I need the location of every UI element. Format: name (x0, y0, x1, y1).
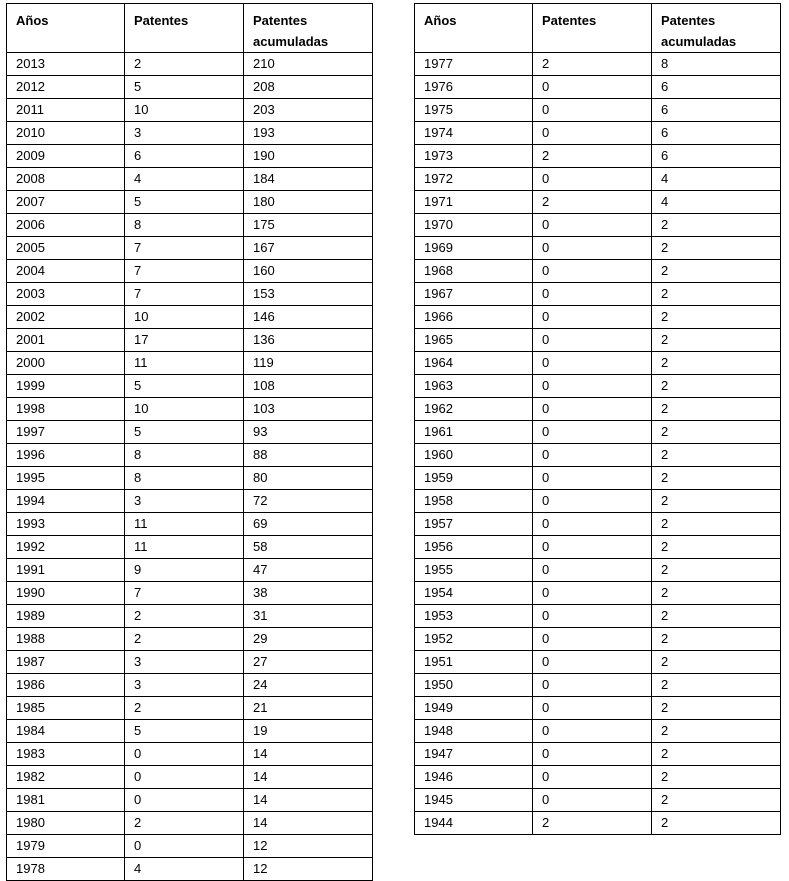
cumulative-cell: 2 (652, 559, 781, 582)
cumulative-cell: 93 (244, 421, 373, 444)
cumulative-cell: 12 (244, 835, 373, 858)
patents-cell: 0 (533, 467, 652, 490)
year-cell: 1983 (7, 743, 125, 766)
patents-cell: 0 (533, 122, 652, 145)
table-row (7, 237, 373, 260)
cumulative-cell: 14 (244, 766, 373, 789)
year-cell: 1986 (7, 674, 125, 697)
cumulative-cell: 2 (652, 651, 781, 674)
table-row (7, 536, 373, 559)
cumulative-cell: 6 (652, 99, 781, 122)
year-cell: 2005 (7, 237, 125, 260)
cumulative-cell: 180 (244, 191, 373, 214)
cumulative-cell: 2 (652, 582, 781, 605)
cumulative-cell: 2 (652, 490, 781, 513)
header-year: Años (7, 4, 125, 53)
year-cell: 1975 (415, 99, 533, 122)
cumulative-cell: 2 (652, 306, 781, 329)
table-row (415, 260, 781, 283)
table-row (7, 674, 373, 697)
patents-cell: 4 (125, 858, 244, 881)
year-cell: 1969 (415, 237, 533, 260)
table-row (415, 536, 781, 559)
year-cell: 2011 (7, 99, 125, 122)
table-row (7, 743, 373, 766)
year-cell: 1976 (415, 76, 533, 99)
patents-cell: 0 (533, 214, 652, 237)
year-cell: 1979 (7, 835, 125, 858)
patents-cell: 10 (125, 398, 244, 421)
year-cell: 1965 (415, 329, 533, 352)
cumulative-cell: 2 (652, 513, 781, 536)
year-cell: 1956 (415, 536, 533, 559)
patents-cell: 8 (125, 444, 244, 467)
patents-cell: 11 (125, 536, 244, 559)
cumulative-cell: 88 (244, 444, 373, 467)
year-cell: 1991 (7, 559, 125, 582)
patents-cell: 3 (125, 490, 244, 513)
table-row (415, 306, 781, 329)
table-row (7, 329, 373, 352)
patents-cell: 0 (533, 559, 652, 582)
table-row (7, 421, 373, 444)
cumulative-cell: 31 (244, 605, 373, 628)
year-cell: 2008 (7, 168, 125, 191)
patents-cell: 2 (533, 812, 652, 835)
cumulative-cell: 27 (244, 651, 373, 674)
patents-cell: 10 (125, 99, 244, 122)
cumulative-cell: 108 (244, 375, 373, 398)
table-row (415, 651, 781, 674)
table-row (7, 651, 373, 674)
year-cell: 1962 (415, 398, 533, 421)
year-cell: 1992 (7, 536, 125, 559)
cumulative-cell: 38 (244, 582, 373, 605)
table-body-left (7, 53, 373, 881)
table-row (415, 168, 781, 191)
table-row (7, 720, 373, 743)
table-row (7, 812, 373, 835)
patents-cell: 2 (125, 53, 244, 76)
table-row (7, 766, 373, 789)
patents-cell: 0 (125, 743, 244, 766)
cumulative-cell: 2 (652, 743, 781, 766)
patents-cell: 7 (125, 237, 244, 260)
patents-cell: 5 (125, 375, 244, 398)
header-patents: Patentes (533, 4, 652, 53)
year-cell: 1947 (415, 743, 533, 766)
year-cell: 1998 (7, 398, 125, 421)
table-row (415, 605, 781, 628)
patents-cell: 0 (533, 352, 652, 375)
cumulative-cell: 2 (652, 237, 781, 260)
table-row (7, 789, 373, 812)
year-cell: 1972 (415, 168, 533, 191)
cumulative-cell: 2 (652, 789, 781, 812)
patents-cell: 0 (533, 76, 652, 99)
patents-cell: 0 (533, 168, 652, 191)
patents-cell: 7 (125, 283, 244, 306)
cumulative-cell: 2 (652, 444, 781, 467)
table-row (415, 398, 781, 421)
header-cumulative: Patentes acumuladas (244, 4, 373, 53)
cumulative-cell: 19 (244, 720, 373, 743)
year-cell: 1954 (415, 582, 533, 605)
cumulative-cell: 72 (244, 490, 373, 513)
patents-cell: 0 (125, 835, 244, 858)
table-row (415, 513, 781, 536)
patents-cell: 7 (125, 260, 244, 283)
table-row (7, 306, 373, 329)
patents-cell: 2 (125, 605, 244, 628)
patents-cell: 0 (533, 306, 652, 329)
patents-cell: 5 (125, 720, 244, 743)
cumulative-cell: 6 (652, 76, 781, 99)
patents-cell: 0 (533, 582, 652, 605)
year-cell: 1993 (7, 513, 125, 536)
table-row (415, 720, 781, 743)
year-cell: 2006 (7, 214, 125, 237)
year-cell: 2007 (7, 191, 125, 214)
table-row (7, 99, 373, 122)
patents-cell: 11 (125, 513, 244, 536)
table-row (415, 53, 781, 76)
patents-cell: 9 (125, 559, 244, 582)
cumulative-cell: 47 (244, 559, 373, 582)
patents-cell: 0 (533, 674, 652, 697)
cumulative-cell: 153 (244, 283, 373, 306)
table-row (7, 398, 373, 421)
table-row (415, 766, 781, 789)
year-cell: 1960 (415, 444, 533, 467)
table-row (415, 743, 781, 766)
patents-cell: 0 (533, 766, 652, 789)
patents-cell: 0 (533, 628, 652, 651)
cumulative-cell: 2 (652, 720, 781, 743)
table-row (415, 352, 781, 375)
table-row (7, 605, 373, 628)
year-cell: 1946 (415, 766, 533, 789)
year-cell: 2012 (7, 76, 125, 99)
patents-table-left (6, 3, 373, 881)
patents-cell: 3 (125, 651, 244, 674)
patents-table-right (414, 3, 781, 835)
cumulative-cell: 4 (652, 191, 781, 214)
table-row (415, 789, 781, 812)
year-cell: 1963 (415, 375, 533, 398)
year-cell: 2010 (7, 122, 125, 145)
year-cell: 1982 (7, 766, 125, 789)
year-cell: 1977 (415, 53, 533, 76)
year-cell: 1985 (7, 697, 125, 720)
year-cell: 1973 (415, 145, 533, 168)
year-cell: 2009 (7, 145, 125, 168)
table-row (415, 559, 781, 582)
table-row (7, 76, 373, 99)
cumulative-cell: 2 (652, 283, 781, 306)
table-row (415, 490, 781, 513)
header-row (415, 4, 781, 53)
year-cell: 1978 (7, 858, 125, 881)
cumulative-cell: 208 (244, 76, 373, 99)
year-cell: 1994 (7, 490, 125, 513)
cumulative-cell: 2 (652, 329, 781, 352)
cumulative-cell: 14 (244, 789, 373, 812)
patents-cell: 0 (533, 513, 652, 536)
year-cell: 1948 (415, 720, 533, 743)
cumulative-cell: 12 (244, 858, 373, 881)
table-row (415, 237, 781, 260)
patents-cell: 8 (125, 214, 244, 237)
table-row (7, 559, 373, 582)
table-row (415, 674, 781, 697)
year-cell: 1968 (415, 260, 533, 283)
patents-cell: 0 (533, 283, 652, 306)
header-year: Años (415, 4, 533, 53)
cumulative-cell: 29 (244, 628, 373, 651)
table-row (415, 467, 781, 490)
year-cell: 1988 (7, 628, 125, 651)
cumulative-cell: 119 (244, 352, 373, 375)
cumulative-cell: 21 (244, 697, 373, 720)
cumulative-cell: 160 (244, 260, 373, 283)
year-cell: 2004 (7, 260, 125, 283)
patents-cell: 5 (125, 191, 244, 214)
year-cell: 1996 (7, 444, 125, 467)
cumulative-cell: 2 (652, 674, 781, 697)
cumulative-cell: 80 (244, 467, 373, 490)
cumulative-cell: 24 (244, 674, 373, 697)
year-cell: 1957 (415, 513, 533, 536)
cumulative-cell: 2 (652, 628, 781, 651)
year-cell: 1989 (7, 605, 125, 628)
cumulative-cell: 2 (652, 812, 781, 835)
cumulative-cell: 190 (244, 145, 373, 168)
header-row (7, 4, 373, 53)
table-row (415, 191, 781, 214)
year-cell: 1952 (415, 628, 533, 651)
patents-cell: 0 (533, 743, 652, 766)
patents-cell: 2 (125, 812, 244, 835)
cumulative-cell: 4 (652, 168, 781, 191)
table-row (415, 421, 781, 444)
patents-cell: 5 (125, 421, 244, 444)
cumulative-cell: 203 (244, 99, 373, 122)
table-row (7, 467, 373, 490)
table-row (7, 191, 373, 214)
cumulative-cell: 2 (652, 467, 781, 490)
table-row (7, 145, 373, 168)
year-cell: 1980 (7, 812, 125, 835)
cumulative-cell: 2 (652, 605, 781, 628)
table-row (415, 122, 781, 145)
cumulative-cell: 184 (244, 168, 373, 191)
cumulative-cell: 2 (652, 766, 781, 789)
patents-cell: 4 (125, 168, 244, 191)
patents-cell: 0 (533, 651, 652, 674)
table-row (7, 122, 373, 145)
patents-cell: 0 (533, 444, 652, 467)
table-row (7, 214, 373, 237)
year-cell: 1990 (7, 582, 125, 605)
patents-cell: 0 (533, 421, 652, 444)
year-cell: 1987 (7, 651, 125, 674)
cumulative-cell: 175 (244, 214, 373, 237)
table-row (7, 168, 373, 191)
year-cell: 2001 (7, 329, 125, 352)
cumulative-cell: 2 (652, 352, 781, 375)
year-cell: 1951 (415, 651, 533, 674)
year-cell: 1999 (7, 375, 125, 398)
year-cell: 1949 (415, 697, 533, 720)
patents-cell: 0 (533, 536, 652, 559)
patents-cell: 3 (125, 122, 244, 145)
cumulative-cell: 14 (244, 812, 373, 835)
table-row (7, 513, 373, 536)
cumulative-cell: 210 (244, 53, 373, 76)
table-row (7, 375, 373, 398)
table-row (7, 260, 373, 283)
year-cell: 1974 (415, 122, 533, 145)
year-cell: 1964 (415, 352, 533, 375)
patents-cell: 2 (533, 191, 652, 214)
cumulative-cell: 6 (652, 122, 781, 145)
table-row (7, 582, 373, 605)
year-cell: 1950 (415, 674, 533, 697)
table-row (7, 283, 373, 306)
cumulative-cell: 2 (652, 398, 781, 421)
cumulative-cell: 146 (244, 306, 373, 329)
year-cell: 1967 (415, 283, 533, 306)
cumulative-cell: 2 (652, 375, 781, 398)
year-cell: 2000 (7, 352, 125, 375)
year-cell: 1958 (415, 490, 533, 513)
cumulative-cell: 103 (244, 398, 373, 421)
table-row (415, 628, 781, 651)
table-row (7, 444, 373, 467)
cumulative-cell: 167 (244, 237, 373, 260)
cumulative-cell: 2 (652, 421, 781, 444)
patents-cell: 2 (125, 697, 244, 720)
patents-cell: 0 (533, 789, 652, 812)
patents-cell: 0 (533, 329, 652, 352)
table-row (415, 697, 781, 720)
patents-cell: 0 (533, 605, 652, 628)
year-cell: 1995 (7, 467, 125, 490)
cumulative-cell: 2 (652, 536, 781, 559)
table-row (415, 99, 781, 122)
patents-cell: 3 (125, 674, 244, 697)
table-row (415, 145, 781, 168)
patents-cell: 5 (125, 76, 244, 99)
patents-cell: 17 (125, 329, 244, 352)
year-cell: 1997 (7, 421, 125, 444)
patents-cell: 11 (125, 352, 244, 375)
table-row (7, 628, 373, 651)
cumulative-cell: 6 (652, 145, 781, 168)
year-cell: 1955 (415, 559, 533, 582)
table-row (415, 76, 781, 99)
year-cell: 1944 (415, 812, 533, 835)
cumulative-cell: 69 (244, 513, 373, 536)
year-cell: 2003 (7, 283, 125, 306)
year-cell: 1953 (415, 605, 533, 628)
patents-cell: 0 (125, 789, 244, 812)
table-body-right (415, 53, 781, 835)
table-row (7, 697, 373, 720)
year-cell: 1961 (415, 421, 533, 444)
patents-cell: 0 (533, 99, 652, 122)
year-cell: 1970 (415, 214, 533, 237)
cumulative-cell: 2 (652, 214, 781, 237)
patents-cell: 8 (125, 467, 244, 490)
cumulative-cell: 14 (244, 743, 373, 766)
patents-cell: 7 (125, 582, 244, 605)
table-row (7, 858, 373, 881)
cumulative-cell: 136 (244, 329, 373, 352)
table-row (415, 582, 781, 605)
year-cell: 1966 (415, 306, 533, 329)
patents-cell: 10 (125, 306, 244, 329)
table-row (7, 53, 373, 76)
patents-cell: 0 (533, 237, 652, 260)
header-cumulative: Patentes acumuladas (652, 4, 781, 53)
year-cell: 1984 (7, 720, 125, 743)
cumulative-cell: 58 (244, 536, 373, 559)
table-row (415, 329, 781, 352)
table-row (415, 444, 781, 467)
cumulative-cell: 8 (652, 53, 781, 76)
header-patents: Patentes (125, 4, 244, 53)
patents-cell: 0 (533, 260, 652, 283)
table-row (415, 375, 781, 398)
patents-cell: 0 (533, 375, 652, 398)
table-row (7, 835, 373, 858)
year-cell: 2002 (7, 306, 125, 329)
patents-cell: 0 (533, 490, 652, 513)
patents-cell: 2 (125, 628, 244, 651)
patents-cell: 0 (125, 766, 244, 789)
year-cell: 1981 (7, 789, 125, 812)
table-row (415, 283, 781, 306)
year-cell: 2013 (7, 53, 125, 76)
year-cell: 1971 (415, 191, 533, 214)
patents-cell: 2 (533, 53, 652, 76)
cumulative-cell: 193 (244, 122, 373, 145)
patents-cell: 6 (125, 145, 244, 168)
cumulative-cell: 2 (652, 697, 781, 720)
patents-cell: 0 (533, 720, 652, 743)
patents-cell: 0 (533, 398, 652, 421)
table-row (415, 214, 781, 237)
table-row (7, 352, 373, 375)
table-row (7, 490, 373, 513)
patents-cell: 2 (533, 145, 652, 168)
year-cell: 1959 (415, 467, 533, 490)
year-cell: 1945 (415, 789, 533, 812)
patents-cell: 0 (533, 697, 652, 720)
cumulative-cell: 2 (652, 260, 781, 283)
table-row (415, 812, 781, 835)
